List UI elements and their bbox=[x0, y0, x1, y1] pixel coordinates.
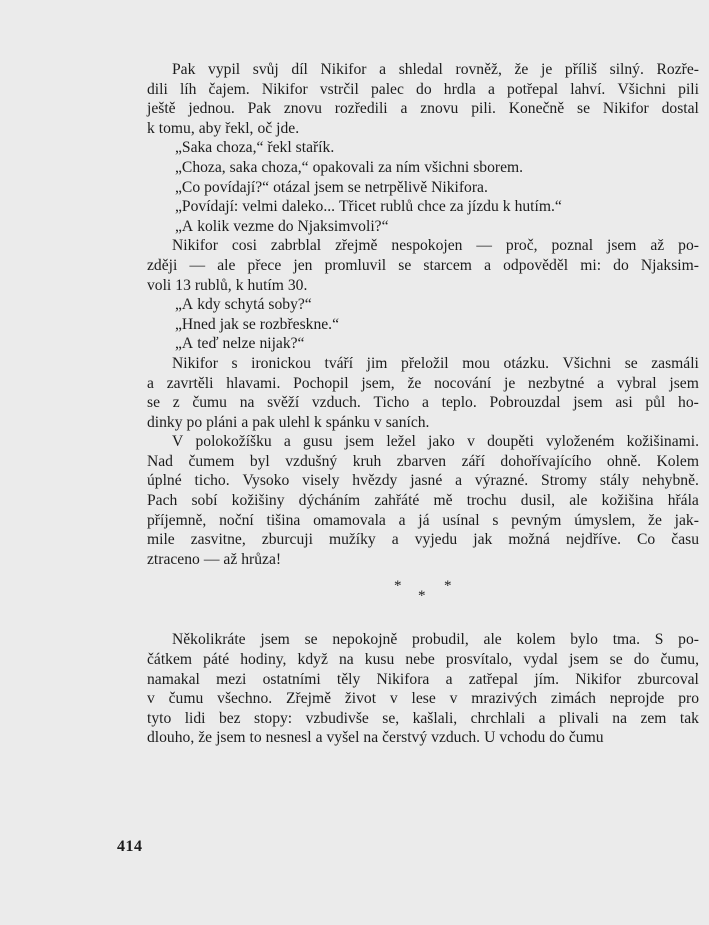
text-line: čátkem páté hodiny, když na kusu nebe prosvítalo, vydal jsem se do čumu, bbox=[147, 651, 699, 669]
asterisk: * bbox=[418, 588, 426, 605]
text-line: „A kolik vezme do Njaksimvoli?“ bbox=[175, 217, 389, 235]
paragraph bbox=[147, 236, 699, 295]
paragraph bbox=[147, 334, 699, 354]
paragraph bbox=[147, 432, 699, 569]
paragraph bbox=[147, 138, 699, 158]
text-line: Pak vypil svůj díl Nikifor a shledal rovněž, že je příliš silný. Rozře- bbox=[172, 61, 699, 78]
text-line: Několikráte jsem se nepokojně probudil, ale kolem bylo tma. S po- bbox=[172, 631, 699, 649]
text-line: v čumu všechno. Zřejmě život v lese v mrazivých zimách neprojde pro bbox=[147, 690, 699, 708]
asterisk: * bbox=[394, 578, 402, 595]
text-line: k tomu, aby řekl, oč jde. bbox=[147, 119, 300, 137]
section-separator bbox=[147, 569, 699, 607]
text-line: ztraceno — až hrůza! bbox=[147, 550, 282, 568]
paragraph bbox=[147, 354, 699, 432]
text-line: mile zasvitne, zburcuji mužíky a vyjedu jak možná nejdříve. Co času bbox=[147, 531, 699, 549]
paragraph bbox=[147, 217, 699, 237]
text-line: „A teď nelze nijak?“ bbox=[175, 335, 305, 353]
text-line: Nikifor cosi zabrblal zřejmě nespokojen — proč, poznal jsem až po- bbox=[172, 237, 699, 255]
page-number: 414 bbox=[117, 838, 143, 855]
text-line: V polokožíšku a gusu jsem ležel jako v doupěti vyloženém kožišinami. bbox=[172, 433, 699, 451]
text-line: zději — ale přece jen promluvil se starcem a odpověděl mi: do Njaksim- bbox=[147, 256, 699, 274]
text-line: Nad čumem byl vzdušný kruh zbarven září dohořívajícího ohně. Kolem bbox=[147, 452, 699, 470]
text-line: dili líh čajem. Nikifor vstrčil palec do hrdla a potřepal lahví. Všichni pili bbox=[147, 80, 699, 98]
body-text bbox=[147, 60, 699, 748]
paragraph bbox=[147, 630, 699, 748]
text-line: příjemně, noční tišina omamovala a já usínal s pevným úmyslem, že jak- bbox=[147, 511, 699, 529]
text-line: dlouho, že jsem to nesnesl a vyšel na čerstvý vzduch. U vchodu do čumu bbox=[147, 729, 604, 747]
text-line: „Co povídají?“ otázal jsem se netrpělivě Nikifora. bbox=[175, 178, 488, 196]
text-line: tyto lidi bez stopy: vzbudivše se, kašlali, chrchlali a plivali na zem tak bbox=[147, 709, 699, 727]
paragraph bbox=[147, 178, 699, 198]
text-after-separator bbox=[147, 630, 699, 748]
paragraph bbox=[147, 158, 699, 178]
paragraph bbox=[147, 315, 699, 335]
text-line: se z čumu na svěží vzduch. Ticho a teplo. Pobrouzdal jsem asi půl ho- bbox=[147, 394, 699, 412]
text-line: Pach sobí kožišiny dýcháním zahřáté mě trochu dusil, ale kožišina hřála bbox=[147, 492, 699, 510]
text-line: „Choza, saka choza,“ opakovali za ním všichni sborem. bbox=[175, 158, 524, 176]
text-before-separator bbox=[147, 60, 699, 569]
text-line: úplné ticho. Vysoko visely hvězdy jasné a výrazné. Stromy stály nehybně. bbox=[147, 472, 699, 490]
paragraph bbox=[147, 197, 699, 217]
text-line: „Povídají: velmi daleko... Třicet rublů chce za jízdu k hutím.“ bbox=[175, 198, 562, 216]
asterisk: * bbox=[444, 578, 452, 595]
text-line: a zavrtěli hlavami. Pochopil jsem, že nocování je nezbytné a vybral jsem bbox=[147, 374, 699, 392]
text-line: dinky po pláni a pak ulehl k spánku v saních. bbox=[147, 413, 430, 431]
text-line: „Saka choza,“ řekl stařík. bbox=[175, 139, 335, 157]
text-line: voli 13 rublů, k hutím 30. bbox=[147, 276, 308, 294]
paragraph bbox=[147, 60, 699, 138]
paragraph bbox=[147, 295, 699, 315]
text-line: Nikifor s ironickou tváří jim přeložil mou otázku. Všichni se zasmáli bbox=[172, 354, 699, 372]
text-line: ještě jednou. Pak znovu rozředili a znovu pili. Konečně se Nikifor dostal bbox=[147, 100, 699, 118]
text-line: namakal mezi ostatními těly Nikifora a zatřepal jím. Nikifor zburcoval bbox=[147, 670, 699, 688]
text-line: „Hned jak se rozbřeskne.“ bbox=[175, 315, 339, 333]
text-line: „A kdy schytá soby?“ bbox=[175, 296, 312, 314]
